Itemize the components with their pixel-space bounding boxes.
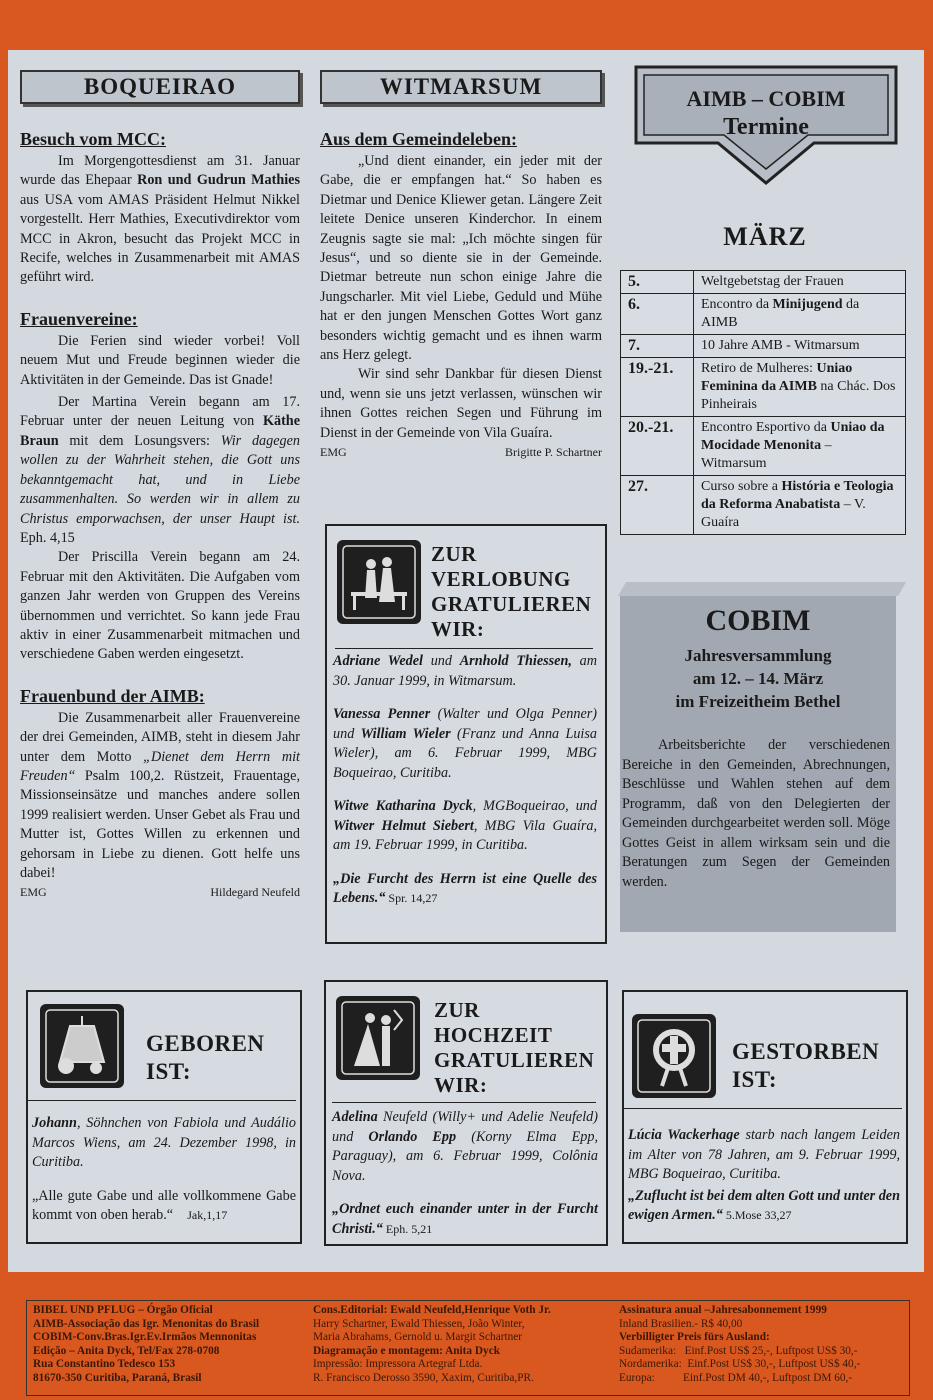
imprint-subscription: Assinatura anual –Jahresabonnement 1999 Inland Brasilien.- R$ 40,00 Verbilligter Preis fürs Ausland: Sudamerika: Einf.Post US$ 25,-, Luftpost US$ 30,- Nordamerika: Einf.Post US$ 30,-, Luftpost US$ 40,- Europa: Einf.Post DM 40,-, Luftpost DM 60,-	[619, 1304, 861, 1384]
boqueirao-paragraph: Die Ferien sind wieder vorbei! Voll neuem Mut und Freude beginnen wieder die Aktivitäten in der Gemeinde. Das ist Gnade!	[20, 332, 300, 388]
table-row: 27. Curso sobre a História e Teologia da Reforma Anabatista – V. Guaíra	[621, 476, 906, 535]
table-row: 6. Encontro da Minijugend da AIMB	[621, 294, 906, 335]
cobim-box	[620, 592, 896, 932]
cobim-line: im Freizeitheim Bethel	[675, 692, 841, 711]
termine-banner	[634, 65, 898, 185]
imprint-footer	[26, 1300, 910, 1396]
boqueirao-paragraph: Die Zusammenarbeit aller Frauenvereine der drei Gemeinden, AIMB, steht in diesem Jahr unter dem Motto „Dienet dem Herrn mit Freuden“ Psalm 100,2. Rüstzeit, Frauentage, Missionseinsätze und manches andere sollen 1999 realisiert werden. Unser Gebet als Frau und Mutter ist, Gottes Willen zu erkennen und gehorsam in Liebe zu dienen. Gott helfe uns dabei!	[20, 709, 301, 881]
termine-month: MÄRZ	[723, 222, 807, 251]
hochzeit-entries	[332, 1108, 598, 1253]
boqueirao-paragraph: Der Priscilla Verein begann am 24. Februar mit den Aktivitäten. Die Aufgaben vom ganzen Jahr werden von Gruppen des Vereins übernommen und verrichtet. So kann jede Frau aktiv in einer Zusammenarbeit mitmachen und verschiedene Gaben werden eingesetzt.	[20, 549, 300, 663]
gestorben-box	[622, 990, 908, 1244]
cobim-title: COBIM	[705, 604, 811, 637]
verlobung-box	[325, 524, 607, 944]
bible-verse: „Zuflucht ist bei dem alten Gott und unter den ewigen Armen.“ 5.Mose 33,27	[628, 1187, 900, 1223]
bible-verse: „Die Furcht des Herrn ist eine Quelle des Lebens.“ Spr. 14,27	[333, 870, 597, 906]
table-row: 20.-21. Encontro Esportivo da Uniao da Mocidade Menonita – Witmarsum	[621, 417, 906, 476]
witmarsum-paragraph: „Und dient einander, ein jeder mit der Gabe, die er empfangen hat.“ So haben es Dietmar und Denice Kliewer getan. Längere Zeit leitete Denice unseren Kinderchor. In einem Zeugnis sagte sie mal: „Ich möchte singen für Jesus“, und so diente sie in der Gemeinde. Dietmar betreute nun schon einige Jahre die Jungscharler. Mit viel Liebe, Geduld und Mühe hat er den jungen Menschen Gottes Wort ganz besonders wichtig gemacht und es ihnen warm ans Herz gelegt.	[320, 153, 602, 364]
gestorben-entries	[628, 1126, 900, 1240]
imprint-editorial: Cons.Editorial: Ewald Neufeld,Henrique Voth Jr. Harry Schartner, Ewald Thiessen, João Winter, Maria Abrahams, Gernold u. Margit Schartner Diagramação e montagem: Anita Dyck Impressão: Impressora Artegraf Ltda. R. Francisco Derosso 3590, Xaxim, Curitiba,PR.	[313, 1304, 551, 1384]
gestorben-title: GESTORBEN IST:	[732, 1039, 880, 1092]
boqueirao-heading-frauenvereine: Frauenvereine:	[20, 308, 138, 329]
boqueirao-heading-frauenbund: Frauenbund der AIMB:	[20, 685, 205, 706]
hochzeit-box	[324, 980, 608, 1246]
bible-verse: „Alle gute Gabe und alle vollkommene Gabe kommt von oben herab.“ Jak,1,17	[32, 1187, 296, 1223]
list-item: Adriane Wedel und Arnhold Thiessen, am 30. Januar 1999, in Witmarsum.	[333, 653, 597, 689]
boqueirao-column	[20, 70, 300, 903]
geboren-box	[26, 990, 302, 1244]
list-item: Witwe Katharina Dyck, MGBoqueirao, und Witwer Helmut Siebert, MBG Vila Guaíra, am 19. Februar 1999, in Curitiba.	[333, 798, 597, 853]
termine-table	[620, 270, 906, 535]
cobim-line: Jahresversammlung	[684, 646, 832, 665]
geboren-entries	[32, 1114, 296, 1240]
table-row: 19.-21. Retiro de Mulheres: Uniao Feminina da AIMB na Chác. Dos Pinheirais	[621, 358, 906, 417]
cobim-line: am 12. – 14. März	[692, 669, 824, 688]
wedding-couple-icon	[336, 996, 420, 1080]
termine-title: AIMB – COBIM	[686, 86, 846, 111]
witmarsum-header: WITMARSUM	[320, 70, 602, 104]
list-item: Lúcia Wackerhage starb nach langem Leiden im Alter von 78 Jahren, am 9. Februar 1999, MBG Boqueirao, Curitiba.	[628, 1127, 900, 1182]
memorial-cross-icon	[632, 1014, 716, 1098]
verlobung-entries	[333, 652, 597, 923]
cobim-body: Arbeitsberichte der verschiedenen Bereiche in den Gemeinden, Abrechnungen, Beschlüsse und Wahlen stehen auf dem Programm, daß von den Delegierten der Gemeinden durchgearbeitet werden soll. Möge Gottes Geist in allem wirksam sein und die Beratungen zum Segen der Gemeinden werden.	[622, 737, 890, 890]
newsletter-page	[8, 50, 924, 1272]
bible-verse: „Ordnet euch einander unter in der Furcht Christi.“ Eph. 5,21	[332, 1201, 598, 1237]
imprint-publisher: BIBEL UND PFLUG – Órgão Oficial AIMB-Associação das Igr. Menonitas do Brasil COBIM-Conv.Bras.Igr.Ev.Irmãos Mennonitas Edição – Anita Dyck, Tel/Fax 278-0708 Rua Constantino Tedesco 153 81670-350 Curitiba, Paraná, Brasil	[33, 1304, 260, 1384]
list-item: Vanessa Penner (Walter und Olga Penner) und William Wieler (Franz und Anna Luisa Wieler), am 6. Februar 1999, MBG Boqueirao, Curitiba.	[333, 706, 597, 781]
table-row: 7. 10 Jahre AMB - Witmarsum	[621, 335, 906, 358]
boqueirao-paragraph: Im Morgengottesdienst am 31. Januar wurde das Ehepaar Ron und Gudrun Mathies aus USA vom AMAS Präsident Helmut Nikkel vorgestellt. Herr Mathies, Executivdirektor vom MCC in Akron, besucht das Projekt MCC in Recife, welches in Zusammenarbeit mit AMAS geführt wird.	[20, 153, 300, 286]
witmarsum-column	[320, 70, 602, 463]
list-item: Johann, Söhnchen von Fabiola und Audálio Marcos Wiens, am 24. Dezember 1998, in Curitiba.	[32, 1115, 296, 1170]
hochzeit-title: ZUR HOCHZEIT GRATULIEREN WIR:	[434, 998, 595, 1097]
termine-subtitle: Termine	[723, 114, 809, 140]
witmarsum-paragraph: Wir sind sehr Dankbar für diesen Dienst und, wenn sie uns jetzt verlassen, wünschen wir ihnen Gottes reichen Segen und Führung im Dienst in der Gemeinde von Vila Guaíra.	[320, 366, 602, 441]
baby-icon	[40, 1004, 124, 1088]
boqueirao-header: BOQUEIRAO	[20, 70, 300, 104]
list-item: Adelina Neufeld (Willy+ und Adelie Neufeld) und Orlando Epp (Korny Elma Epp, Paraguay), am 6. Februar 1999, Colônia Nova.	[332, 1109, 599, 1184]
boqueirao-signature: EMG Hildegard Neufeld	[20, 885, 300, 900]
couple-icon	[337, 540, 421, 624]
verlobung-title: ZUR VERLOBUNG GRATULIEREN WIR:	[431, 542, 592, 641]
verlobung-frame	[335, 648, 593, 649]
boqueirao-paragraph: Der Martina Verein begann am 17. Februar unter der neuen Leitung von Käthe Braun mit dem Losungsvers: Wir dagegen wollen zu der Wahrheit stehen, die Gott uns bekanntgemacht hat, und in Liebe zusammenhalten. So werden wir in allem zu Christus emporwachsen, der unser Haupt ist. Eph. 4,15	[20, 394, 301, 546]
hochzeit-frame	[332, 1102, 596, 1103]
geboren-title: GEBOREN IST:	[146, 1031, 265, 1084]
boqueirao-heading-mcc: Besuch vom MCC:	[20, 129, 166, 149]
geboren-frame	[28, 1100, 296, 1101]
table-row: 5. Weltgebetstag der Frauen	[621, 271, 906, 294]
witmarsum-heading: Aus dem Gemeindeleben:	[320, 129, 517, 149]
gestorben-frame	[624, 1108, 902, 1109]
witmarsum-signature: EMG Brigitte P. Schartner	[320, 445, 602, 460]
